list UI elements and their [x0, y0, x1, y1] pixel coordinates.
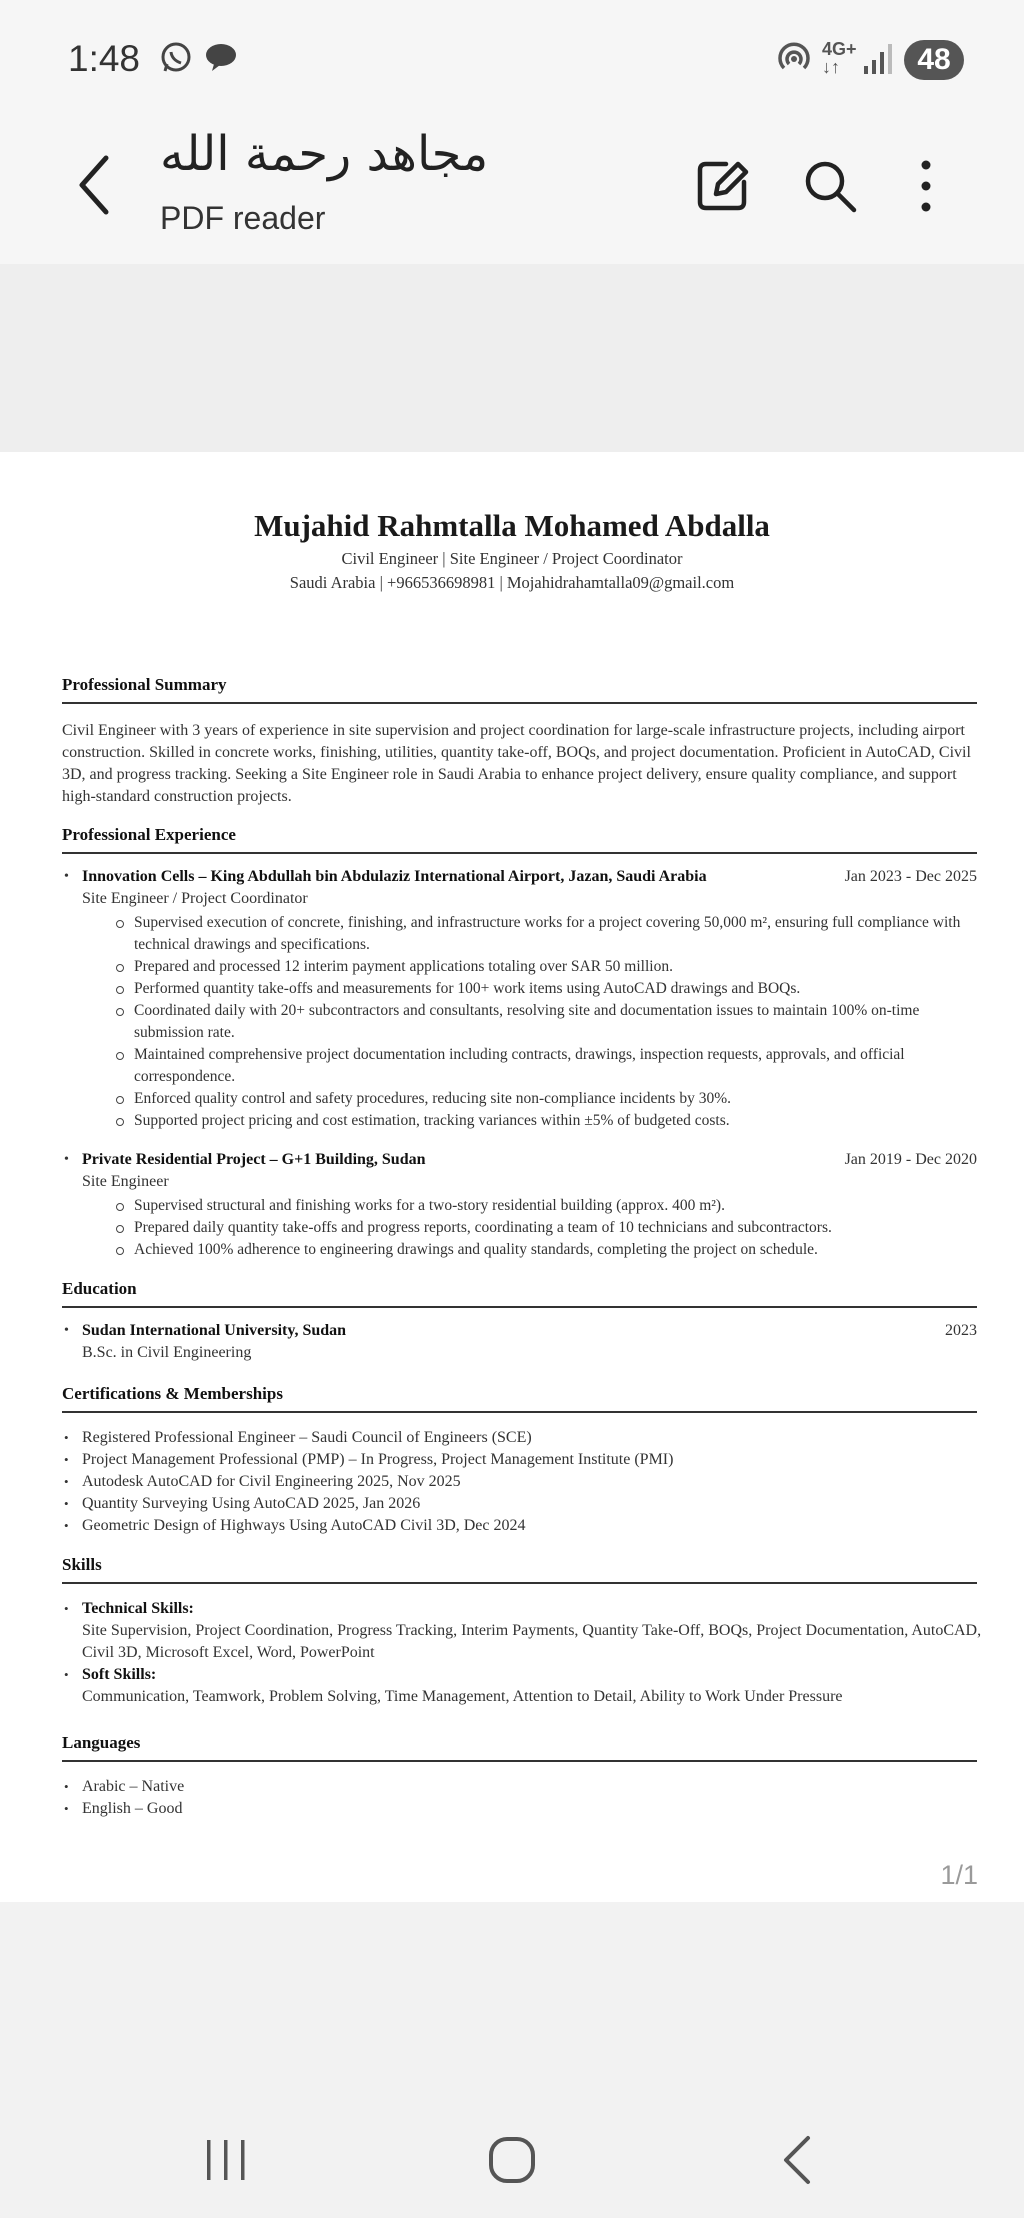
- list-item: • Project Management Professional (PMP) – In Progress, Project Management Institute (PMI): [82, 1449, 982, 1471]
- section-divider: [62, 1582, 977, 1584]
- list-item: • Registered Professional Engineer – Saudi Council of Engineers (SCE): [82, 1427, 982, 1449]
- job-role: Site Engineer: [82, 1173, 169, 1190]
- list-bullet: •: [64, 1152, 69, 1167]
- job-role: Site Engineer / Project Coordinator: [82, 890, 308, 907]
- status-bar: [0, 0, 1024, 120]
- list-item: Prepared daily quantity take-offs and progress reports, coordinating a team of 10 technicians and subcontractors.: [134, 1217, 979, 1239]
- home-icon[interactable]: [482, 2130, 542, 2190]
- job-title: Innovation Cells – King Abdullah bin Abdulaziz International Airport, Jazan, Saudi Arabia: [82, 868, 707, 885]
- list-bullet: •: [64, 1323, 69, 1338]
- battery-indicator: 48: [904, 40, 964, 80]
- section-title-skills: Skills: [62, 1555, 102, 1574]
- data-activity-arrows: ↓↑: [822, 57, 840, 77]
- app-subtitle: PDF reader: [160, 200, 326, 236]
- edit-icon[interactable]: [692, 156, 752, 216]
- job-title: Private Residential Project – G+1 Building, Sudan: [82, 1151, 426, 1168]
- education-school: Sudan International University, Sudan: [82, 1322, 347, 1339]
- list-item: • Arabic – Native: [82, 1776, 982, 1798]
- pdf-page[interactable]: [0, 452, 1024, 1902]
- viewer-background-top[interactable]: [0, 264, 1024, 452]
- section-divider: [62, 1411, 977, 1413]
- list-item: Supervised execution of concrete, finishing, and infrastructure works for a project covering 50,000 m², ensuring full compliance with technical drawings and specifications.: [134, 912, 979, 956]
- section-divider: [62, 852, 977, 854]
- section-title-certifications: Certifications & Memberships: [62, 1384, 283, 1403]
- whatsapp-icon: [158, 40, 194, 76]
- list-item: Supported project pricing and cost estimation, tracking variances within ±5% of budgeted costs.: [134, 1110, 979, 1132]
- list-item: Supervised structural and finishing works for a two-story residential building (approx. 400 m²).: [134, 1195, 979, 1217]
- app-bar: [0, 120, 1024, 264]
- technical-skills-text: Site Supervision, Project Coordination, Progress Tracking, Interim Payments, Quantity Take-Off, BOQs, Project Documentation, AutoCAD, Civil 3D, Microsoft Excel, Word, PowerPoint: [82, 1622, 982, 1661]
- soft-skills-label: • Soft Skills:: [82, 1666, 157, 1683]
- summary-text: Civil Engineer with 3 years of experience in site supervision and project coordination for large-scale infrastructure projects, including airport construction. Skilled in concrete works, finishing, utilities, quantity take-off, BOQs, and project documentation. Proficient in AutoCAD, Civil 3D, and progress tracking. Seeking a Site Engineer role in Saudi Arabia to enhance project delivery, ensure quality compliance, and support high-standard construction projects.: [62, 722, 971, 805]
- section-divider: [62, 1760, 977, 1762]
- network-type-label: [822, 40, 857, 76]
- education-year: 2023: [945, 1322, 977, 1339]
- list-item: • Geometric Design of Highways Using AutoCAD Civil 3D, Dec 2024: [82, 1515, 982, 1537]
- list-item: • Autodesk AutoCAD for Civil Engineering 2025, Nov 2025: [82, 1471, 982, 1493]
- job-dates: Jan 2019 - Dec 2020: [844, 1151, 977, 1168]
- more-vertical-icon[interactable]: [896, 156, 956, 216]
- technical-skills-label: • Technical Skills:: [82, 1600, 194, 1617]
- resume-contact: Saudi Arabia | +966536698981 | Mojahidrahamtalla09@gmail.com: [289, 573, 735, 592]
- section-title-experience: Professional Experience: [62, 825, 236, 844]
- list-item: Performed quantity take-offs and measurements for 100+ work items using AutoCAD drawings and BOQs.: [134, 978, 979, 1000]
- section-title-languages: Languages: [62, 1733, 141, 1752]
- section-divider: [62, 702, 977, 704]
- certifications-list: [82, 1427, 982, 1537]
- education-degree: B.Sc. in Civil Engineering: [82, 1344, 252, 1361]
- network-type-text: 4G+: [822, 39, 857, 59]
- back-icon[interactable]: [770, 2130, 830, 2190]
- soft-skills-text: Communication, Teamwork, Problem Solving, Time Management, Attention to Detail, Ability to Work Under Pressure: [82, 1688, 843, 1705]
- page-counter: 1/1: [940, 1860, 978, 1890]
- document-title: مجاهد رحمة الله: [160, 126, 489, 182]
- list-item: Coordinated daily with 20+ subcontractors and consultants, resolving site and documentation issues to maintain 100% on-time submission rate.: [134, 1000, 979, 1044]
- list-item: • Quantity Surveying Using AutoCAD 2025, Jan 2026: [82, 1493, 982, 1515]
- section-title-education: Education: [62, 1279, 137, 1298]
- list-item: Maintained comprehensive project documentation including contracts, drawings, inspection requests, approvals, and official correspondence.: [134, 1044, 979, 1088]
- list-bullet: •: [64, 869, 69, 884]
- back-arrow-icon[interactable]: [70, 150, 120, 220]
- section-divider: [62, 1306, 977, 1308]
- list-item: • English – Good: [82, 1798, 982, 1820]
- recent-apps-icon[interactable]: [196, 2130, 256, 2190]
- list-item: [82, 1664, 982, 1708]
- status-time: 1:48: [68, 38, 141, 79]
- chat-bubble-icon: [204, 40, 238, 74]
- job-dates: Jan 2023 - Dec 2025: [844, 868, 977, 885]
- skills-list: [82, 1598, 982, 1708]
- languages-list: [82, 1776, 982, 1820]
- list-item: Enforced quality control and safety procedures, reducing site non-compliance incidents by 30%.: [134, 1088, 979, 1110]
- hotspot-icon: [776, 40, 812, 76]
- job-responsibilities: [134, 1195, 979, 1261]
- resume-headline: Civil Engineer | Site Engineer / Project Coordinator: [341, 549, 683, 568]
- signal-icon: [862, 40, 894, 76]
- list-item: Achieved 100% adherence to engineering drawings and quality standards, completing the project on schedule.: [134, 1239, 979, 1261]
- job-responsibilities: [134, 912, 979, 1132]
- resume-name: Mujahid Rahmtalla Mohamed Abdalla: [254, 508, 770, 543]
- section-title-summary: Professional Summary: [62, 675, 227, 694]
- list-item: [82, 1598, 982, 1664]
- title-block: [160, 120, 488, 237]
- search-icon[interactable]: [800, 156, 860, 216]
- list-item: Prepared and processed 12 interim payment applications totaling over SAR 50 million.: [134, 956, 979, 978]
